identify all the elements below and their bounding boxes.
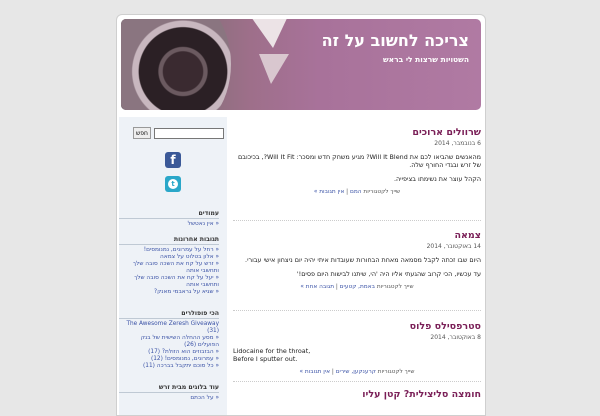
post bbox=[233, 389, 481, 400]
post-title[interactable]: צמאה bbox=[454, 230, 481, 241]
facebook-icon[interactable]: f bbox=[165, 152, 181, 168]
post bbox=[233, 127, 481, 195]
sidebar-pages-item[interactable]: « אין נאטשל bbox=[187, 221, 219, 227]
sidebar bbox=[119, 117, 227, 416]
twitter-icon-glyph: t bbox=[168, 179, 178, 189]
post-paragraph: Before I sputter out. bbox=[233, 355, 298, 363]
post-category-label: שייך לקטגוריות bbox=[363, 189, 401, 195]
recent-comment-item[interactable]: « זרש על קח את השכה סובה שלך ותחשבי אותה bbox=[132, 261, 219, 274]
recent-comment-item[interactable]: « שגיא על גראבמי מאנק? bbox=[154, 289, 219, 295]
post-date: 14 באוקטובר, 2014 bbox=[426, 243, 481, 250]
post bbox=[233, 321, 481, 375]
header-owl-beak-image bbox=[249, 19, 289, 48]
post-title[interactable]: חומצה סליצילית? קטן עליו bbox=[362, 389, 481, 400]
post-meta: שייך לקטגוריות באמת, קטעים | תגובה אחת » bbox=[300, 284, 414, 290]
sidebar-recent-comments bbox=[119, 236, 219, 296]
recent-comment-item[interactable]: « רחל על עמרונים, נמנומסים! bbox=[143, 247, 219, 253]
header-owl-beak-shadow bbox=[259, 54, 289, 84]
post-date: 8 באוקטובר, 2014 bbox=[430, 334, 481, 341]
twitter-icon[interactable] bbox=[165, 176, 181, 192]
post-paragraph: היום שבו זכתה לקבל מסמאה מאחת הבחורות שעובדות איתי יהיה יום ניצחון אישי עבורי. bbox=[245, 256, 481, 264]
post-comments-link[interactable]: אין תגובות » bbox=[313, 189, 345, 195]
sidebar-pages bbox=[119, 210, 219, 228]
site-header bbox=[121, 19, 481, 110]
post-body bbox=[233, 153, 481, 183]
popular-item[interactable]: « הבזבוזים הוא הזולת? (17) bbox=[148, 349, 219, 355]
post-paragraph: הקהל עוצר את נשימתו בציפייה. bbox=[393, 175, 481, 183]
recent-comment-item[interactable]: « אלון בטלוט על צמאה bbox=[160, 254, 219, 260]
recent-comment-item[interactable]: « יעל על קח את השכה סובה שלך ותחשבי אותה bbox=[134, 275, 219, 288]
popular-item[interactable]: « מסע ההחלה השישית של בנק הפועלים (26) bbox=[140, 335, 219, 348]
post-comments-link[interactable]: תגובה אחת » bbox=[300, 284, 335, 290]
site-description: השטויות שרצות לי בראש bbox=[382, 55, 469, 64]
sidebar-recent-comments-heading: תגובות אחרונות bbox=[119, 236, 219, 245]
post-category-link[interactable]: באמת, קטעים bbox=[339, 284, 375, 290]
page-container bbox=[116, 14, 486, 416]
post-body bbox=[233, 347, 481, 363]
popular-item[interactable]: The Awesome Zeresh Giveaway (31) bbox=[126, 321, 219, 334]
post-separator bbox=[233, 310, 481, 311]
post-comments-link[interactable]: אין תגובות » bbox=[299, 369, 331, 375]
post-separator bbox=[233, 381, 481, 382]
more-blogs-item[interactable]: « על הכתם bbox=[190, 395, 219, 401]
sidebar-pages-heading: עמודים bbox=[119, 210, 219, 219]
site-title[interactable]: צריכה לחשוב על זה bbox=[321, 31, 469, 50]
post-body bbox=[233, 256, 481, 278]
popular-item[interactable]: « עמרונים, נמנומסים! (12) bbox=[150, 356, 219, 362]
post-paragraph: מהאנשים שהביאו לכם את Will It Blend? מגיע משחק חדש ומסכר: Will It Fit?, בכיכובם של זרש ובגדי החורף שלה. bbox=[238, 153, 481, 169]
sidebar-more-blogs bbox=[119, 384, 219, 402]
post-category-link[interactable]: קרענקען, שירים bbox=[335, 369, 376, 375]
post-category-label: שייך לקטגוריות bbox=[377, 369, 415, 375]
sidebar-popular bbox=[119, 310, 219, 370]
post-title[interactable]: סטרפסילס פלוס bbox=[409, 321, 481, 332]
popular-item[interactable]: « כל סוכם יתקבל בברכה (11) bbox=[143, 363, 219, 369]
sidebar-more-blogs-heading: עוד בלוגים מבית זרש bbox=[119, 384, 219, 393]
post-category-link[interactable]: המם bbox=[349, 189, 362, 195]
search-form bbox=[133, 127, 223, 139]
post-title[interactable]: שרוולים ארוכים bbox=[412, 127, 481, 138]
post-paragraph: עד עכשיו, הכי קרוב שהגעתי אליו היה 'הי, שיתנו לבישות היום פסים!' bbox=[296, 270, 481, 278]
post-separator bbox=[233, 220, 481, 221]
post-paragraph: Lidocaine for the throat, bbox=[233, 347, 311, 355]
post-category-label: שייך לקטגוריות bbox=[376, 284, 414, 290]
post-date: 6 בנובמבר, 2014 bbox=[434, 140, 481, 147]
search-button[interactable]: חפש bbox=[133, 127, 151, 139]
header-owl-eye-image bbox=[121, 19, 231, 110]
search-input[interactable] bbox=[154, 128, 224, 139]
post-meta: שייך לקטגוריות קרענקען, שירים | אין תגובות » bbox=[299, 369, 415, 375]
sidebar-popular-heading: הכי פופולרים bbox=[119, 310, 219, 319]
post-meta: שייך לקטגוריות המם | אין תגובות » bbox=[313, 189, 401, 195]
post bbox=[233, 230, 481, 290]
